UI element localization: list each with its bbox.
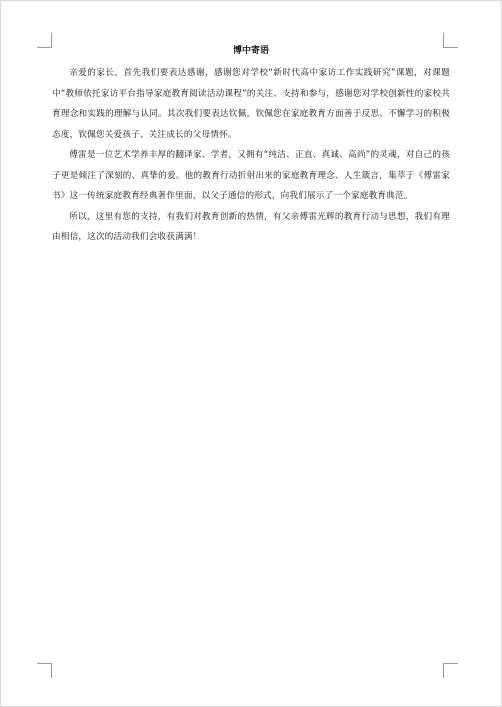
crop-mark-top-left [37, 33, 52, 48]
crop-mark-bottom-right [443, 663, 458, 678]
paragraph-thanks: 亲爱的家长，首先我们要表达感谢，感谢您对学校“新时代高中家访工作实践研究”课题，对课题中“教师依托家访平台指导家庭教育阅读活动课程”的关注、支持和参与，感谢您对学校创新性的家校共育理念和实践的理解与认同。其次我们要表达钦佩，钦佩您在家庭教育方面善于反思、不懈学习的积极态度，钦佩您关爱孩子、关注成长的父母情怀。 [52, 68, 450, 140]
document-body[interactable] [52, 43, 450, 248]
document-title: 博中寄语 [232, 46, 269, 56]
paragraph-fu-lei: 傅雷是一位艺术学养丰厚的翻译家、学者，又拥有“纯洁、正直、真诚、高尚”的灵魂，对自己的孩子更是倾注了深刻的、真挚的爱。他的教育行动折射出来的家庭教育理念、人生箴言，集萃于《傅雷家书》这一传统家庭教育经典著作里面，以父子通信的形式，向我们展示了一个家庭教育典范。 [52, 150, 450, 201]
crop-mark-bottom-left [37, 663, 52, 678]
paragraph-conclusion: 所以，这里有您的支持，有我们对教育创新的热情，有父亲傅雷光辉的教育行动与思想，我们有理由相信，这次的活动我们会收获满满！ [52, 211, 450, 242]
